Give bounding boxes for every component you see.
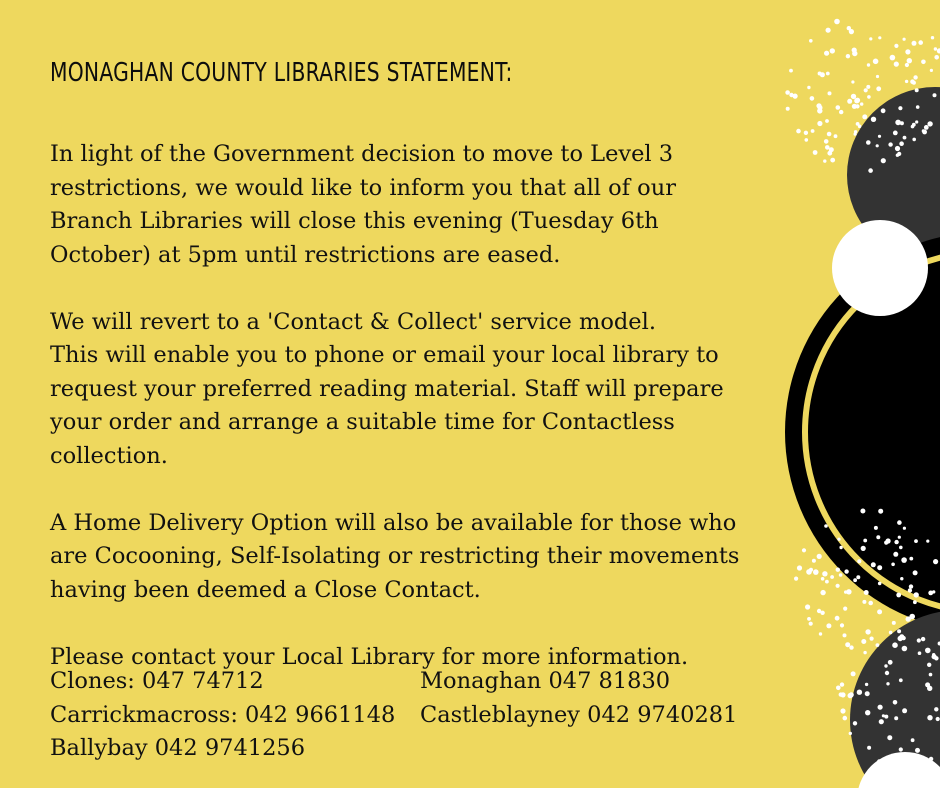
white-dot xyxy=(807,617,811,621)
white-dot xyxy=(830,575,834,579)
white-dot xyxy=(854,130,857,133)
contact-monaghan: Monaghan 047 81830 xyxy=(420,668,671,694)
white-dot xyxy=(809,622,813,626)
text-line: having been deemed a Close Contact. xyxy=(50,576,481,603)
white-dot xyxy=(878,705,883,710)
white-dot xyxy=(887,735,892,740)
white-dot xyxy=(863,651,866,654)
text-line: A Home Delivery Option will also be available for those who xyxy=(50,509,737,536)
white-dot xyxy=(888,660,893,665)
white-dot xyxy=(927,663,931,667)
white-dot xyxy=(853,721,857,725)
white-dot xyxy=(835,616,840,621)
white-dot xyxy=(839,692,843,696)
white-dot xyxy=(862,114,867,119)
white-dot xyxy=(823,159,826,162)
white-dot xyxy=(878,36,881,39)
white-dot xyxy=(864,590,869,595)
white-dot xyxy=(843,633,847,637)
white-dot xyxy=(897,520,902,525)
white-dot xyxy=(830,158,835,163)
white-dot xyxy=(871,562,876,567)
white-dot xyxy=(828,91,832,95)
white-dot xyxy=(934,656,938,660)
white-dot xyxy=(914,592,919,597)
white-dot xyxy=(856,575,860,579)
text-line: your order and arrange a suitable time for Contactless xyxy=(50,409,675,435)
white-dot xyxy=(933,559,938,564)
white-dot xyxy=(899,141,904,146)
paragraph-home-delivery xyxy=(50,507,790,608)
white-dot xyxy=(805,138,809,142)
white-dot xyxy=(899,747,903,751)
white-dot xyxy=(884,541,888,545)
white-dot xyxy=(908,588,912,592)
white-dot xyxy=(834,19,840,25)
white-dot xyxy=(877,609,882,614)
white-dot xyxy=(852,104,857,109)
white-dot xyxy=(912,123,916,127)
contact-clones: Clones: 047 74712 xyxy=(50,668,264,694)
white-dot xyxy=(851,80,854,83)
white-dot xyxy=(785,90,790,95)
white-dot xyxy=(824,139,829,144)
white-dot xyxy=(913,570,918,575)
white-dot xyxy=(933,93,937,97)
white-dot xyxy=(826,623,831,628)
library-contacts xyxy=(50,665,790,766)
white-dot xyxy=(934,707,938,711)
white-dot xyxy=(867,95,871,99)
white-dot xyxy=(834,134,838,138)
white-dot xyxy=(893,700,898,705)
white-dot xyxy=(826,28,831,33)
white-dot xyxy=(846,54,850,58)
white-dot xyxy=(857,559,861,563)
white-dot xyxy=(810,96,815,101)
white-dot xyxy=(905,80,908,83)
white-dot xyxy=(836,568,840,572)
text-line: We will revert to a 'Contact & Collect' service model. xyxy=(50,308,656,335)
white-dot xyxy=(819,632,822,635)
white-dot xyxy=(862,600,866,604)
white-dot xyxy=(907,58,912,63)
white-dot xyxy=(870,637,874,641)
paragraph-closure xyxy=(50,138,790,272)
white-dot xyxy=(845,642,850,647)
white-dot xyxy=(889,631,893,635)
white-dot xyxy=(836,686,841,691)
white-dot xyxy=(923,760,928,765)
white-dot xyxy=(869,37,872,40)
white-dot xyxy=(861,639,866,644)
white-dot xyxy=(900,577,903,580)
white-dot xyxy=(843,716,848,721)
white-dot xyxy=(902,708,907,713)
white-dot xyxy=(891,563,895,567)
white-dot xyxy=(796,129,801,134)
white-dot xyxy=(876,86,881,91)
white-dot xyxy=(885,671,889,675)
white-dot xyxy=(852,48,857,53)
white-dot xyxy=(934,47,937,50)
contact-intro: Please contact your Local Library for more information. xyxy=(50,643,689,670)
text-line: October) at 5pm until restrictions are eased. xyxy=(50,241,561,268)
white-dot xyxy=(840,682,844,686)
white-dot xyxy=(873,59,879,65)
white-dot xyxy=(898,536,901,539)
white-dot xyxy=(927,121,932,126)
white-dot xyxy=(934,55,939,60)
white-dot xyxy=(903,527,906,530)
white-dot xyxy=(813,569,819,575)
white-dot xyxy=(820,72,825,77)
white-dot xyxy=(921,60,926,65)
white-dot xyxy=(866,85,870,89)
white-dot xyxy=(871,117,876,122)
white-dot xyxy=(927,715,932,720)
white-dot xyxy=(849,732,852,735)
white-dot xyxy=(824,524,828,528)
white-dot xyxy=(884,715,888,719)
white-dot xyxy=(903,136,907,140)
white-dot xyxy=(817,108,822,113)
white-dot xyxy=(836,584,840,588)
white-dot xyxy=(936,717,940,721)
white-dot xyxy=(916,105,920,109)
white-dot xyxy=(881,108,886,113)
white-dot xyxy=(918,40,923,45)
white-dot xyxy=(909,557,913,561)
white-dot xyxy=(839,546,842,549)
white-dot xyxy=(840,623,844,627)
white-dot xyxy=(839,573,843,577)
text-line: collection. xyxy=(50,442,168,469)
text-line: are Cocooning, Self-Isolating or restricting their movements xyxy=(50,543,740,569)
white-dot xyxy=(879,719,884,724)
text-line: In light of the Government decision to move to Level 3 xyxy=(50,141,674,167)
white-dot xyxy=(924,125,929,130)
white-dot xyxy=(931,36,934,39)
white-dot xyxy=(899,678,903,682)
white-dot xyxy=(878,509,883,514)
white-dot xyxy=(807,86,810,89)
white-dot xyxy=(860,102,863,105)
white-dot xyxy=(929,673,933,677)
white-dot xyxy=(896,593,901,598)
white-dot xyxy=(865,683,868,686)
white-dot xyxy=(849,29,854,34)
white-dot xyxy=(878,135,881,138)
contact-row xyxy=(50,732,790,766)
white-dot xyxy=(789,93,793,97)
white-dot xyxy=(825,119,829,123)
white-dot xyxy=(809,39,813,43)
contact-ballybay: Ballybay 042 9741256 xyxy=(50,735,306,761)
white-dot xyxy=(836,105,841,110)
white-dot xyxy=(868,601,873,606)
text-line: restrictions, we would like to inform you that all of our xyxy=(50,174,676,201)
white-dot xyxy=(865,629,870,634)
white-dot xyxy=(804,131,808,135)
text-line: Branch Libraries will close this evening (Tuesday 6th xyxy=(50,208,659,234)
white-dot xyxy=(898,106,902,110)
white-dot xyxy=(789,69,793,73)
white-dot xyxy=(851,94,856,99)
white-dot xyxy=(844,569,848,573)
white-dot xyxy=(877,565,882,570)
white-dot xyxy=(914,539,918,543)
white-dot xyxy=(797,565,802,570)
contact-carrickmacross: Carrickmacross: 042 9661148 xyxy=(50,701,396,728)
white-dot xyxy=(853,578,857,582)
white-dot xyxy=(849,645,853,649)
white-dot xyxy=(865,710,870,715)
white-dot xyxy=(890,55,896,61)
white-dot xyxy=(811,129,815,133)
white-dot xyxy=(918,651,922,655)
white-dot xyxy=(805,604,810,609)
white-dot xyxy=(851,671,856,676)
white-dot xyxy=(894,44,898,48)
white-dot xyxy=(825,580,829,584)
white-dot xyxy=(821,577,825,581)
white-dot xyxy=(898,636,903,641)
white-dot xyxy=(864,88,868,92)
white-dot xyxy=(867,746,871,750)
white-dot xyxy=(894,540,898,544)
white-dot xyxy=(794,577,798,581)
white-dot xyxy=(876,535,880,539)
white-dot xyxy=(894,716,898,720)
white-dot xyxy=(894,62,899,67)
white-dot xyxy=(930,69,933,72)
white-dot xyxy=(820,590,825,595)
white-dot xyxy=(926,540,929,543)
white-dot xyxy=(827,151,832,156)
white-dot xyxy=(909,584,913,588)
white-dot xyxy=(817,121,822,126)
white-dot xyxy=(884,664,887,667)
white-dot xyxy=(922,129,925,132)
white-dot xyxy=(892,642,898,648)
white-dot xyxy=(876,144,879,147)
contact-castleblayney: Castleblayney 042 9740281 xyxy=(420,701,738,728)
white-dot xyxy=(905,49,910,54)
white-dot xyxy=(817,609,821,613)
text-line: request your preferred reading material. Staff will prepare xyxy=(50,375,724,402)
white-dot xyxy=(849,692,854,697)
white-dot xyxy=(895,146,900,151)
white-dot xyxy=(902,646,908,652)
white-dot xyxy=(921,637,925,641)
white-dot xyxy=(827,132,832,137)
white-dot xyxy=(892,621,896,625)
white-dot xyxy=(906,616,911,621)
white-dot xyxy=(830,48,835,53)
white-circle xyxy=(832,220,928,316)
white-dot xyxy=(910,79,915,84)
white-dot xyxy=(899,546,903,550)
white-dot xyxy=(876,75,879,78)
white-dot xyxy=(824,51,829,56)
white-dot xyxy=(913,75,917,79)
contact-row xyxy=(50,665,790,699)
white-dot xyxy=(822,571,827,576)
white-dot xyxy=(893,131,898,136)
white-dot xyxy=(813,150,818,155)
white-dot xyxy=(867,63,870,66)
white-dot xyxy=(911,738,915,742)
white-dot xyxy=(913,600,917,604)
page-title: MONAGHAN COUNTY LIBRARIES STATEMENT: xyxy=(50,58,513,88)
white-dot xyxy=(837,538,840,541)
white-dot xyxy=(879,762,884,767)
white-dot xyxy=(905,63,909,67)
white-dot xyxy=(865,691,870,696)
white-dot xyxy=(816,103,821,108)
white-dot xyxy=(917,638,921,642)
white-dot xyxy=(893,552,898,557)
white-dot xyxy=(895,120,901,126)
white-dot xyxy=(927,686,932,691)
white-dot xyxy=(786,107,790,111)
white-dot xyxy=(886,682,889,685)
white-dot xyxy=(903,38,906,41)
white-dot xyxy=(860,509,865,514)
white-dot xyxy=(928,591,933,596)
white-dot xyxy=(817,554,822,559)
white-dot xyxy=(868,168,873,173)
white-dot xyxy=(874,526,878,530)
white-dot xyxy=(857,690,862,695)
white-dot xyxy=(915,120,918,123)
white-dot xyxy=(855,98,860,103)
white-dot xyxy=(806,569,812,575)
white-dot xyxy=(897,629,901,633)
contact-row xyxy=(50,699,790,733)
paragraph-contact-collect xyxy=(50,306,790,474)
white-dot xyxy=(866,140,871,145)
white-dot xyxy=(844,590,847,593)
white-dot xyxy=(858,125,862,129)
white-dot xyxy=(839,110,843,114)
white-dot xyxy=(878,582,882,586)
white-dot xyxy=(861,546,866,551)
statement-body xyxy=(50,138,790,674)
white-dot xyxy=(847,99,852,104)
white-dot xyxy=(897,152,901,156)
white-dot xyxy=(812,559,816,563)
white-dot xyxy=(929,757,933,761)
white-dot xyxy=(863,539,867,543)
white-dot xyxy=(840,708,845,713)
white-dot xyxy=(925,648,931,654)
white-dot xyxy=(802,548,806,552)
white-dot xyxy=(888,142,892,146)
white-dot xyxy=(826,72,830,76)
white-dot xyxy=(915,88,919,92)
text-line: This will enable you to phone or email your local library to xyxy=(50,342,719,368)
white-dot xyxy=(881,158,886,163)
white-dot xyxy=(901,557,907,563)
white-dot xyxy=(915,748,920,753)
white-dot xyxy=(843,607,847,611)
white-dot xyxy=(912,41,917,46)
white-dot xyxy=(900,121,904,125)
white-dot xyxy=(912,138,916,142)
white-dot xyxy=(876,643,880,647)
